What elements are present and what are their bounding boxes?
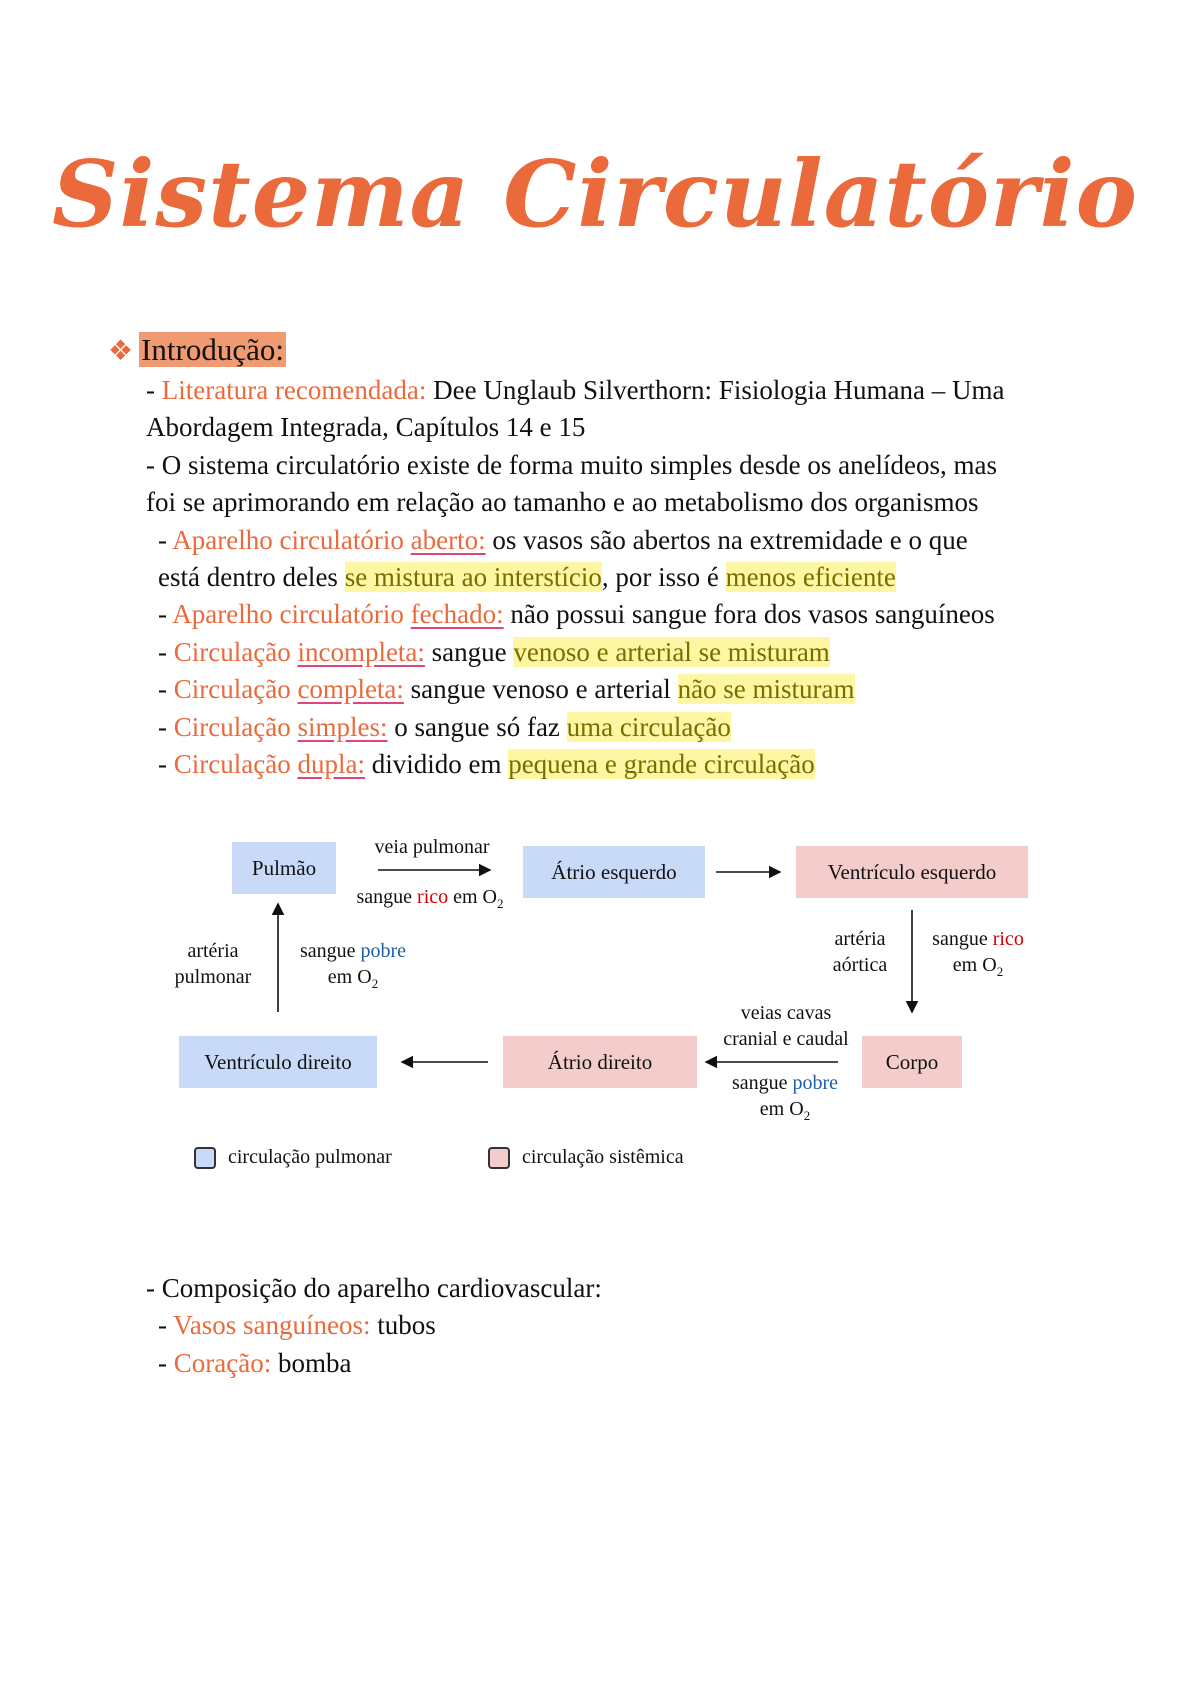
term-completa: completa: bbox=[297, 674, 404, 705]
label-sangue-pobre-1: sangue pobre em $O_2$ bbox=[299, 940, 407, 991]
box-atrio-direito: Átrio direito bbox=[503, 1036, 697, 1088]
label-sangue-rico-1: sangue rico em $O_2$ bbox=[356, 886, 504, 911]
literature-text: Dee Unglaub Silverthorn: Fisiologia Humana – Uma bbox=[426, 375, 1005, 405]
item-completa: - Circulação completa: sangue venoso e arterial não se misturam bbox=[158, 674, 855, 705]
item-aberto: - Aparelho circulatório aberto: os vasos são abertos na extremidade e o que bbox=[158, 524, 968, 555]
box-atrio-esquerdo: Átrio esquerdo bbox=[523, 846, 705, 898]
term-simples: simples: bbox=[297, 711, 388, 742]
highlight: pequena e grande circulação bbox=[508, 749, 815, 780]
legend-swatch-pink bbox=[488, 1147, 510, 1169]
highlight: se mistura ao interstício bbox=[344, 562, 602, 593]
term-incompleta: incompleta: bbox=[297, 636, 425, 667]
literature-label: Literatura recomendada: bbox=[161, 375, 427, 405]
page-title: Sistema Circulatório bbox=[52, 140, 1138, 248]
term-dupla: dupla: bbox=[297, 749, 365, 780]
item-aberto-cont: está dentro deles se mistura ao interstício, por isso é menos eficiente bbox=[158, 562, 896, 593]
highlight: menos eficiente bbox=[725, 562, 896, 593]
label-veia-pulmonar: veia pulmonar bbox=[374, 836, 490, 858]
literature-line-2: Abordagem Integrada, Capítulos 14 e 15 bbox=[146, 412, 586, 443]
intro-label: Introdução: bbox=[141, 332, 284, 367]
legend-pulmonar: circulação pulmonar bbox=[194, 1146, 392, 1169]
item-fechado: - Aparelho circulatório fechado: não possui sangue fora dos vasos sanguíneos bbox=[158, 599, 995, 630]
label-veias-cavas: veias cavas cranial e caudal bbox=[723, 1002, 849, 1050]
item-simples: - Circulação simples: o sangue só faz uma circulação bbox=[158, 711, 731, 742]
literature-line: - Literatura recomendada: Dee Unglaub Silverthorn: Fisiologia Humana – Uma bbox=[146, 375, 1005, 405]
paragraph-line: - O sistema circulatório existe de forma muito simples desde os anelídeos, mas bbox=[146, 449, 998, 480]
composicao-heading: - Composição do aparelho cardiovascular: bbox=[146, 1273, 602, 1303]
box-corpo: Corpo bbox=[862, 1036, 962, 1088]
paragraph-line-2: foi se aprimorando em relação ao tamanho e ao metabolismo dos organismos bbox=[146, 487, 979, 518]
diamond-bullet-icon: ❖ bbox=[108, 336, 134, 367]
label-sangue-rico-2: sangue rico em $O_2$ bbox=[932, 928, 1024, 979]
legend-sistemica: circulação sistêmica bbox=[488, 1146, 684, 1169]
highlight: não se misturam bbox=[677, 674, 855, 705]
item-incompleta: - Circulação incompleta: sangue venoso e arterial se misturam bbox=[158, 636, 830, 667]
composicao-section bbox=[146, 1270, 602, 1382]
label-arteria-pulmonar: artéria pulmonar bbox=[174, 940, 252, 988]
item-coracao: - Coração: bomba bbox=[158, 1347, 352, 1378]
box-pulmao: Pulmão bbox=[232, 842, 336, 894]
term-aberto: aberto: bbox=[410, 524, 486, 555]
term-fechado: fechado: bbox=[410, 599, 504, 630]
box-ventriculo-esquerdo: Ventrículo esquerdo bbox=[796, 846, 1028, 898]
label-arteria-aortica: artéria aórtica bbox=[832, 928, 888, 976]
highlight: venoso e arterial se misturam bbox=[513, 636, 830, 667]
box-ventriculo-direito: Ventrículo direito bbox=[179, 1036, 377, 1088]
item-vasos: - Vasos sanguíneos: tubos bbox=[158, 1310, 436, 1341]
item-dupla: - Circulação dupla: dividido em pequena e grande circulação bbox=[158, 749, 815, 780]
legend-swatch-blue bbox=[194, 1147, 216, 1169]
label-sangue-pobre-2: sangue pobre em $O_2$ bbox=[731, 1072, 839, 1123]
highlight: uma circulação bbox=[566, 711, 731, 742]
